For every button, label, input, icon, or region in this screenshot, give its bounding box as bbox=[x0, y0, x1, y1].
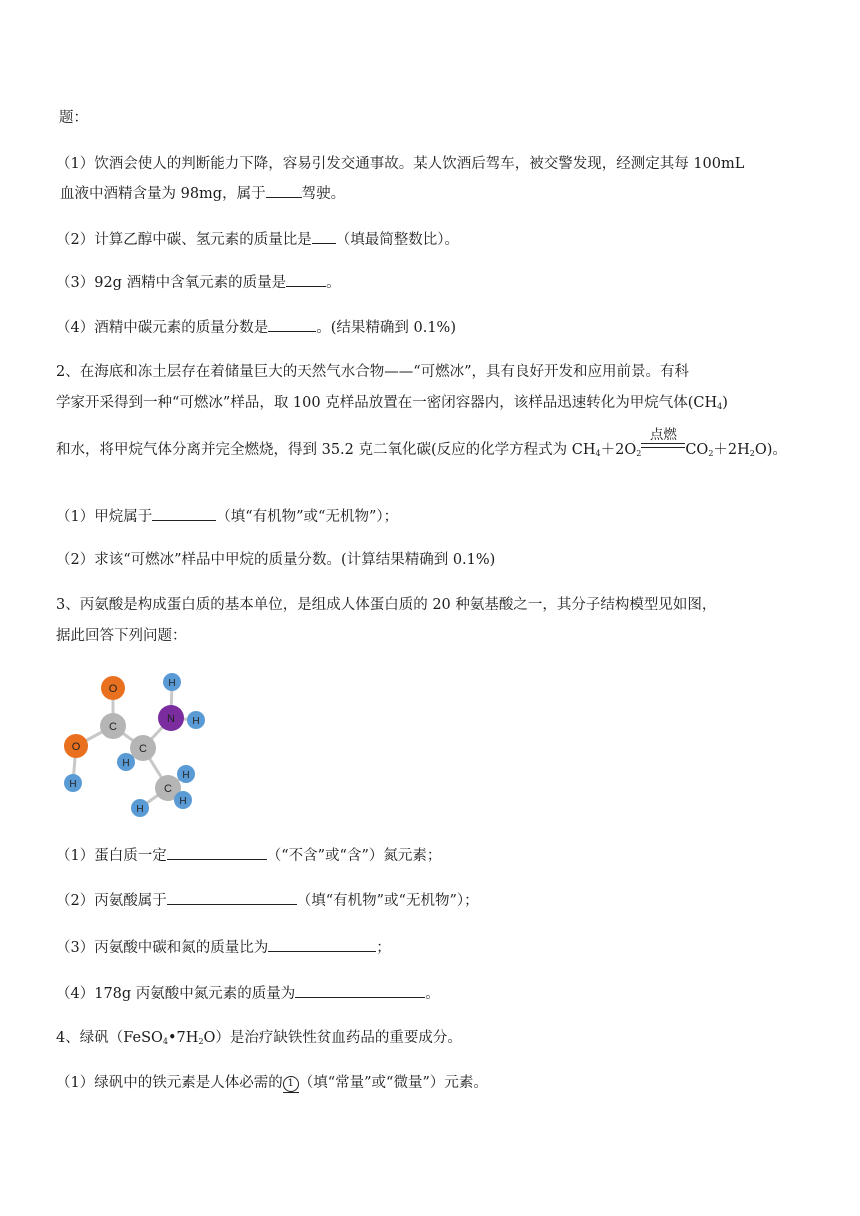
atom-h-alpha bbox=[117, 753, 135, 771]
svg-text:H: H bbox=[192, 716, 200, 727]
svg-text:H: H bbox=[179, 796, 187, 807]
answer-blank[interactable] bbox=[312, 229, 336, 244]
intro-text: 题： bbox=[59, 110, 88, 126]
q1-sub3: （3）92g 酒精中含氧元素的质量是 。 bbox=[56, 272, 341, 293]
atom-c-alpha bbox=[130, 735, 156, 761]
q3-sub1: （1）蛋白质一定 （“不含”或“含”）氮元素； bbox=[56, 845, 441, 866]
atom-c-carboxyl bbox=[100, 713, 126, 739]
atom-h-methyl-1 bbox=[177, 765, 195, 783]
q2-sub1: （1）甲烷属于 （填“有机物”或“无机物”）； bbox=[56, 506, 398, 527]
svg-text:N: N bbox=[167, 713, 175, 725]
answer-marker[interactable]: 1 bbox=[283, 1075, 299, 1093]
reaction-condition: 点燃 bbox=[641, 441, 685, 454]
alanine-molecule-model bbox=[56, 668, 216, 828]
answer-blank[interactable] bbox=[167, 890, 297, 905]
svg-text:H: H bbox=[168, 678, 176, 689]
atom-h-methyl-2 bbox=[174, 791, 192, 809]
atom-h-methyl-3 bbox=[131, 799, 149, 817]
q2-sub2: （2）求该“可燃冰”样品中甲烷的质量分数。(计算结果精确到 0.1%) bbox=[56, 552, 496, 568]
q2-line2: 学家开采得到一种“可燃冰”样品，取 100 克样品放置在一密闭容器内，该样品迅速转化为甲烷气体$(CH_4)$ bbox=[56, 395, 728, 411]
atom-h-amine-right bbox=[187, 711, 205, 729]
q3-line1: 3、丙氨酸是构成蛋白质的基本单位，是组成人体蛋白质的 20 种氨基酸之一，其分子结构模型见如图， bbox=[56, 597, 717, 613]
q3-line2: 据此回答下列问题： bbox=[56, 628, 187, 644]
q1-sub4: （4）酒精中碳元素的质量分数是 。(结果精确到 0.1%) bbox=[56, 317, 456, 338]
svg-text:C: C bbox=[139, 743, 147, 755]
svg-text:C: C bbox=[164, 783, 172, 795]
svg-text:H: H bbox=[69, 779, 77, 790]
svg-text:H: H bbox=[182, 770, 190, 781]
answer-blank[interactable] bbox=[286, 272, 326, 287]
q1-sub2: （2）计算乙醇中碳、氢元素的质量比是 （填最简整数比）。 bbox=[56, 229, 459, 250]
atom-o-hydroxyl bbox=[64, 734, 88, 758]
answer-blank[interactable] bbox=[295, 983, 425, 998]
q4-sub1: （1）绿矾中的铁元素是人体必需的 1 （填“常量”或“微量”）元素。 bbox=[56, 1075, 488, 1091]
answer-blank[interactable] bbox=[268, 937, 376, 952]
svg-text:H: H bbox=[122, 758, 130, 769]
q1-sub1-line1: （1）饮酒会使人的判断能力下降，容易引发交通事故。某人饮酒后驾车，被交警发现，经测定其每 100mL bbox=[56, 156, 745, 172]
atom-h-amine-top bbox=[163, 673, 181, 691]
q3-sub4: （4）178g 丙氨酸中氮元素的质量为 。 bbox=[56, 983, 440, 1004]
atom-n bbox=[158, 705, 184, 731]
answer-blank[interactable] bbox=[266, 183, 302, 198]
q3-sub2: （2）丙氨酸属于 （填“有机物”或“无机物”）； bbox=[56, 890, 479, 911]
q2-line3-equation: 和水，将甲烷气体分离并完全燃烧，得到 35.2 克二氧化碳(反应的化学方程式为 $CH_4+2O_2$ 点燃 $CO_2+2H_2O$)。 bbox=[56, 427, 787, 458]
answer-blank[interactable] bbox=[152, 506, 216, 521]
q1-sub1-line2: 血液中酒精含量为 98mg，属于 驾驶。 bbox=[60, 183, 345, 204]
atom-h-hydroxyl bbox=[64, 774, 82, 792]
q4-line1: 4、绿矾$(FeSO_4•7H_2O)$是治疗缺铁性贫血药品的重要成分。 bbox=[56, 1030, 462, 1046]
svg-text:C: C bbox=[109, 721, 117, 733]
svg-text:O: O bbox=[108, 683, 118, 695]
q3-sub3: （3）丙氨酸中碳和氮的质量比为 ； bbox=[56, 937, 391, 958]
svg-text:H: H bbox=[136, 804, 144, 815]
answer-blank[interactable] bbox=[167, 845, 267, 860]
atom-o-top bbox=[101, 676, 125, 700]
q2-line1: 2、在海底和冻土层存在着储量巨大的天然气水合物——“可燃冰”，具有良好开发和应用前景。有科 bbox=[56, 364, 690, 380]
answer-blank[interactable] bbox=[268, 317, 316, 332]
svg-text:O: O bbox=[71, 741, 81, 753]
